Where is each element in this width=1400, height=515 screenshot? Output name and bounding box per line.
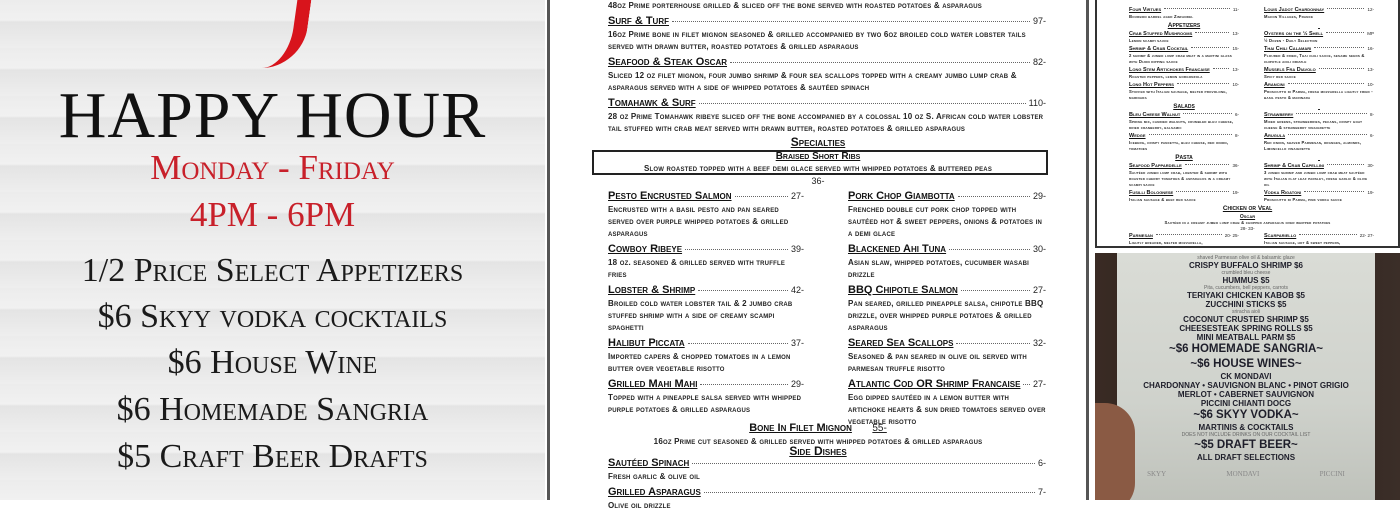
item-name: Parmesan bbox=[1129, 233, 1153, 239]
item-name: Atlantic Cod OR Shrimp Francaise bbox=[848, 378, 1021, 390]
menu-item bbox=[848, 337, 1046, 375]
card-line: COCONUT CRUSTED SHRIMP $5 bbox=[1183, 315, 1309, 324]
menu-item bbox=[608, 337, 804, 375]
card-line: MINI MEATBALL PARM $5 bbox=[1196, 333, 1296, 342]
menu-item bbox=[608, 457, 1046, 483]
item-price: 15- bbox=[1232, 46, 1239, 51]
item-title-row bbox=[608, 15, 1046, 29]
dotted-leader bbox=[1299, 234, 1356, 235]
card-line: sriracha aioli bbox=[1231, 309, 1261, 315]
item-name: Cowboy Ribeye bbox=[608, 243, 683, 255]
item-price: 36- bbox=[1232, 163, 1239, 168]
bone-in-price: 55- bbox=[872, 423, 887, 434]
section-heading bbox=[1264, 154, 1374, 161]
item-title-row bbox=[1264, 190, 1374, 197]
dotted-leader bbox=[1213, 68, 1230, 69]
item-title-row bbox=[1129, 67, 1239, 74]
item-title-row bbox=[1129, 163, 1239, 170]
hand bbox=[1095, 403, 1135, 500]
piccini-logo: PICCINI bbox=[1319, 470, 1345, 478]
item-title-row bbox=[1264, 82, 1374, 89]
card-line: ~$5 DRAFT BEER~ bbox=[1194, 439, 1298, 451]
dotted-leader bbox=[1149, 134, 1232, 135]
item-title-row bbox=[608, 284, 804, 298]
item-desc: Bourbon barrel aged Zinfandel bbox=[1129, 14, 1194, 19]
dotted-leader bbox=[961, 290, 1030, 291]
menu-item bbox=[848, 243, 1046, 281]
dotted-leader bbox=[735, 196, 788, 197]
lunch-bottom-left bbox=[1129, 233, 1239, 248]
item-name: Fusilli Bolognese bbox=[1129, 190, 1174, 196]
card-line: ALL DRAFT SELECTIONS bbox=[1196, 453, 1296, 462]
dotted-leader bbox=[704, 492, 1035, 493]
card-line: CHARDONNAY • SAUVIGNON BLANC • PINOT GRIGIO bbox=[1143, 381, 1349, 390]
item-desc: Prosciutto di Parma, pink vodka sauce bbox=[1264, 197, 1343, 202]
item-title-row bbox=[1129, 190, 1239, 197]
item-desc: Lightly breaded, melted mozzarella, bbox=[1129, 240, 1203, 245]
item-title-row bbox=[608, 190, 804, 204]
item-price: 27- bbox=[1032, 285, 1046, 295]
menu-item bbox=[608, 97, 1046, 135]
featured-desc: Slow roasted topped with a beef demi glace served with whipped potatoes & buttered peas bbox=[643, 164, 993, 173]
menu-item bbox=[1264, 31, 1374, 44]
item-price: 8- bbox=[1369, 112, 1374, 117]
item-name: Oysters on the ½ Shell bbox=[1264, 31, 1324, 37]
item-desc: Topped with a pineapple salsa served with whipped purple potatoes & grilled asparagus bbox=[608, 393, 802, 414]
item-title-row bbox=[608, 97, 1046, 111]
item-desc: Stuffed with Italian sausage, melted provolone, marinara bbox=[1129, 89, 1227, 100]
item-desc: Encrusted with a basil pesto and pan seared served over purple whipped potatoes & grilled asparagus bbox=[608, 205, 789, 238]
dotted-leader bbox=[1164, 8, 1230, 9]
dotted-leader bbox=[1195, 32, 1229, 33]
item-desc: Asian slaw, whipped potatoes, cucumber wasabi drizzle bbox=[848, 258, 1030, 279]
item-name: Long Hot Peppers bbox=[1129, 82, 1174, 88]
bone-in-desc: 16oz Prime cut seasoned & grilled served with whipped potatoes & grilled asparagus bbox=[653, 437, 983, 446]
item-title-row bbox=[1129, 133, 1239, 140]
item-name: Pesto Encrusted Salmon bbox=[608, 190, 732, 202]
menu-item bbox=[1264, 46, 1374, 65]
item-title-row bbox=[1129, 112, 1239, 119]
card-line: TERIYAKI CHICKEN KABOB $5 bbox=[1187, 291, 1305, 300]
item-price: 12- bbox=[1367, 7, 1374, 12]
card-line: PICCINI CHIANTI DOCG bbox=[1200, 399, 1292, 408]
item-price: 29- bbox=[1032, 191, 1046, 201]
oscar-name: Oscar bbox=[1239, 214, 1256, 220]
item-title-row bbox=[1264, 7, 1374, 14]
deal-item: 1/2 Price Select Appetizers bbox=[81, 252, 464, 289]
menu-item bbox=[1129, 67, 1239, 80]
item-price: 32- bbox=[1032, 338, 1046, 348]
item-price: 8- bbox=[1234, 133, 1239, 138]
dotted-leader bbox=[699, 103, 1026, 104]
card-lines bbox=[1117, 253, 1375, 462]
item-title-row bbox=[1129, 31, 1239, 38]
item-desc: Imported capers & chopped tomatoes in a lemon butter over vegetable risotto bbox=[608, 352, 791, 373]
side-dishes-heading: Side Dishes bbox=[789, 444, 847, 458]
item-name: Lobster & Shrimp bbox=[608, 284, 696, 296]
item-title-row bbox=[1264, 133, 1374, 140]
menu-item bbox=[1129, 46, 1239, 65]
card-logos bbox=[1117, 470, 1375, 478]
menu-item bbox=[1264, 7, 1374, 20]
specialties-left bbox=[608, 190, 804, 419]
item-name: Strawberry bbox=[1264, 112, 1294, 118]
item-title-row bbox=[1264, 31, 1374, 38]
dotted-leader bbox=[692, 463, 1035, 464]
item-price: 10- bbox=[1232, 82, 1239, 87]
item-price: 29- bbox=[790, 379, 804, 389]
menu-item bbox=[608, 243, 804, 281]
item-title-row bbox=[1264, 112, 1374, 119]
item-name: Seafood & Steak Oscar bbox=[608, 56, 728, 68]
section-heading bbox=[1264, 22, 1374, 29]
item-title-row bbox=[1264, 46, 1374, 53]
poster-title: HAPPY HOUR bbox=[58, 79, 487, 152]
specialties-heading: Specialties bbox=[790, 135, 846, 149]
item-name: Grilled Asparagus bbox=[608, 486, 701, 498]
item-desc: Sautéed jumbo lump crab, lobster & shrimp with roasted cherry tomatoes & asparagus in a creamy scampi sauce bbox=[1129, 170, 1231, 187]
item-price: 37- bbox=[790, 338, 804, 348]
dotted-leader bbox=[958, 196, 1030, 197]
item-title-row bbox=[1129, 82, 1239, 89]
dotted-leader bbox=[1319, 68, 1365, 69]
item-price: 19- bbox=[1367, 190, 1374, 195]
menu-item bbox=[608, 56, 1046, 94]
dotted-leader bbox=[685, 249, 788, 250]
item-title-row bbox=[608, 486, 1046, 500]
item-name: Blackened Ahi Tuna bbox=[848, 243, 947, 255]
dotted-leader bbox=[1288, 83, 1365, 84]
menu-item bbox=[608, 15, 1046, 53]
item-desc: 2 shrimp & jumbo lump crab meat in a martini glass with Dijon dipping sauce bbox=[1129, 53, 1232, 64]
menu-item bbox=[1264, 133, 1374, 152]
item-name: Four Virtues bbox=[1129, 7, 1162, 13]
deal-item: $5 Craft Beer Drafts bbox=[117, 438, 428, 475]
card-line: MARTINIS & COCKTAILS bbox=[1198, 423, 1294, 432]
item-name: Seared Sea Scallops bbox=[848, 337, 954, 349]
skyy-logo: SKYY bbox=[1147, 470, 1167, 478]
item-desc: Frenched double cut pork chop topped with sautéed hot & sweet peppers, onions & potatoes in a demi glace bbox=[848, 205, 1043, 238]
dinner-menu-page bbox=[547, 0, 1089, 510]
card-line: HUMMUS $5 bbox=[1222, 276, 1270, 285]
item-name: Thai Chili Calamari bbox=[1264, 46, 1312, 52]
item-desc: Italian sausage, hot & sweet peppers, bbox=[1264, 240, 1341, 245]
item-name: Seafood Pappardelle bbox=[1129, 163, 1182, 169]
menu-item bbox=[848, 284, 1046, 334]
section-heading: Pasta bbox=[1175, 154, 1193, 161]
item-desc: Roasted peppers, lemon gorgonzola bbox=[1129, 74, 1203, 79]
dotted-leader bbox=[1314, 47, 1364, 48]
dotted-leader bbox=[700, 384, 788, 385]
item-title-row bbox=[608, 378, 804, 392]
item-name: Halibut Piccata bbox=[608, 337, 685, 349]
section-heading bbox=[1264, 103, 1374, 110]
item-name: Sautéed Spinach bbox=[608, 457, 690, 469]
item-name: BBQ Chipotle Salmon bbox=[848, 284, 958, 296]
card-line: CRISPY BUFFALO SHRIMP $6 bbox=[1189, 261, 1303, 270]
dotted-leader bbox=[1183, 113, 1232, 114]
item-price: 27- bbox=[1032, 379, 1046, 389]
item-title-row bbox=[848, 243, 1046, 257]
item-desc: Broiled cold water lobster tail & 2 jumbo crab stuffed shrimp with a side of creamy scampi spaghetti bbox=[608, 299, 793, 332]
menu-item bbox=[848, 190, 1046, 240]
poster-days: Monday - Friday bbox=[150, 148, 395, 187]
card-line: ~$6 SKYY VODKA~ bbox=[1193, 409, 1299, 421]
item-price: 97- bbox=[1032, 16, 1046, 26]
menu-item bbox=[608, 284, 804, 334]
item-name: Bleu Cheese Walnut bbox=[1129, 112, 1181, 118]
item-price: 6- bbox=[1234, 112, 1239, 117]
dotted-leader bbox=[1327, 8, 1364, 9]
menu-item bbox=[1264, 190, 1374, 203]
item-title-row bbox=[1129, 46, 1239, 53]
item-desc: Spring mix, candied walnuts, crumbled bleu cheese, dried cranberry, balsamic bbox=[1129, 119, 1234, 130]
card-line: CHEESESTEAK SPRING ROLLS $5 bbox=[1179, 324, 1313, 333]
dotted-leader bbox=[672, 21, 1030, 22]
card-line: ZUCCHINI STICKS $5 bbox=[1205, 300, 1287, 309]
item-price: 13- bbox=[1232, 67, 1239, 72]
poster-time: 4PM - 6PM bbox=[189, 195, 356, 234]
item-price: 6- bbox=[1037, 458, 1046, 468]
item-name: Pork Chop Giambotta bbox=[848, 190, 955, 202]
menu-item bbox=[608, 190, 804, 240]
item-price: 27- bbox=[790, 191, 804, 201]
item-desc: Fresh garlic & olive oil bbox=[608, 472, 701, 481]
dotted-leader bbox=[1177, 83, 1230, 84]
dotted-leader bbox=[1185, 164, 1230, 165]
dotted-leader bbox=[1156, 234, 1222, 235]
dotted-leader bbox=[949, 249, 1030, 250]
menu-item bbox=[1129, 190, 1239, 203]
card-line: ~$6 HOUSE WINES~ bbox=[1190, 358, 1302, 370]
item-title-row bbox=[608, 56, 1046, 70]
item-title-row bbox=[608, 337, 804, 351]
table-card-photo bbox=[1095, 253, 1400, 500]
menu-item bbox=[608, 378, 804, 416]
item-name: Surf & Turf bbox=[608, 15, 669, 27]
item-desc: ½ Dozen - Daily Selection bbox=[1264, 38, 1318, 43]
item-price: 39- bbox=[790, 244, 804, 254]
item-price: 10- bbox=[1367, 82, 1374, 87]
item-desc: Lemon scampi sauce bbox=[1129, 38, 1169, 43]
item-title-row bbox=[1264, 233, 1374, 240]
item-desc: Floured & fried, Thai chili sauce, sesame seeds & chipotle aioli drizzle bbox=[1264, 53, 1365, 64]
item-desc: Italian sausage & beef red sauce bbox=[1129, 197, 1196, 202]
menu-item bbox=[1264, 112, 1374, 131]
menu-item bbox=[1129, 163, 1239, 188]
dotted-leader bbox=[1288, 134, 1367, 135]
item-desc: Red onion, shaved Parmesan, oranges, almonds, Limoncello vinaigrette bbox=[1264, 140, 1362, 151]
item-name: Long Stem Artichokes Francaise bbox=[1129, 67, 1210, 73]
menu-item bbox=[1129, 82, 1239, 101]
item-price: 82- bbox=[1032, 57, 1046, 67]
bone-in-name: Bone In Filet Mignon bbox=[749, 422, 852, 434]
item-name: Mussels Fra Diavolo bbox=[1264, 67, 1316, 73]
lunch-right-col bbox=[1264, 7, 1374, 205]
menu-item bbox=[1129, 7, 1239, 20]
item-desc: 28 oz Prime Tomahawk ribeye sliced off the bone accompanied by a colossal 10 oz S. African cold water lobster tail stuffed with crab meat served with drawn butter, roasted potatoes & grilled asparagus bbox=[608, 112, 1044, 133]
section-heading: Salads bbox=[1173, 103, 1195, 110]
item-price: 42- bbox=[790, 285, 804, 295]
dotted-leader bbox=[1176, 191, 1229, 192]
item-price: 19- bbox=[1232, 190, 1239, 195]
section-heading: Appetizers bbox=[1167, 22, 1201, 29]
item-name: Shrimp & Crab Cocktail bbox=[1129, 46, 1189, 52]
dotted-leader bbox=[1023, 384, 1030, 385]
entree-list bbox=[608, 0, 1046, 138]
menu-item bbox=[1264, 67, 1374, 80]
item-name: Grilled Mahi Mahi bbox=[608, 378, 698, 390]
item-price: 13- bbox=[1232, 31, 1239, 36]
item-title-row bbox=[1129, 7, 1239, 14]
dotted-leader bbox=[956, 343, 1030, 344]
item-desc: 16oz Prime bone in filet mignon seasoned & grilled accompanied by two 6oz broiled cold water lobster tails served with drawn butter, roasted potatoes & grilled asparagus bbox=[608, 30, 1026, 51]
dotted-leader bbox=[1296, 113, 1367, 114]
item-name: Shrimp & Crab Capellini bbox=[1264, 163, 1324, 169]
logo-swoosh-icon bbox=[262, 0, 314, 68]
item-desc: Iceberg, crispy pancetta, bleu cheese, red onion, tomatoes bbox=[1129, 140, 1229, 151]
item-price: MP bbox=[1367, 31, 1374, 36]
card-line: crumbled bleu cheese bbox=[1221, 270, 1271, 276]
item-name: Louis Jadot Chardonnay bbox=[1264, 7, 1325, 13]
menu-item bbox=[1129, 112, 1239, 131]
specialties-right bbox=[848, 190, 1046, 431]
item-desc: Olive oil drizzle bbox=[608, 501, 671, 510]
menu-item bbox=[608, 0, 1046, 12]
happy-hour-table-card bbox=[1117, 253, 1375, 500]
dotted-leader bbox=[698, 290, 788, 291]
item-title-row bbox=[848, 378, 1046, 392]
item-name: Vodka Rigatoni bbox=[1264, 190, 1302, 196]
card-line: MERLOT • CABERNET SAUVIGNON bbox=[1177, 390, 1315, 399]
mondavi-logo: MONDAVI bbox=[1226, 470, 1260, 478]
side-dishes-list bbox=[608, 457, 1046, 515]
item-price: 6- bbox=[1369, 133, 1374, 138]
item-desc: Mixed greens, strawberries, pecans, crispy goat cheese & strawberry vinaigrette bbox=[1264, 119, 1363, 130]
dotted-leader bbox=[1326, 32, 1364, 33]
item-desc: Pan seared, grilled pineapple salsa, chipotle BBQ drizzle, over whipped purple potatoes & grilled asparagus bbox=[848, 299, 1044, 332]
menu-item bbox=[1264, 82, 1374, 101]
item-price: 7- bbox=[1037, 487, 1046, 497]
menu-item bbox=[1264, 163, 1374, 188]
card-line: CK MONDAVI bbox=[1220, 372, 1272, 381]
oscar-desc: Sautéed in a creamy jumbo lump crab & chopped asparagus over whipped potatoes bbox=[1164, 220, 1331, 225]
item-price: 30- bbox=[1032, 244, 1046, 254]
item-desc: Prosciutto di Parma, fresh mozzarella lightly fried - basil pesto & marinara bbox=[1264, 89, 1373, 100]
item-title-row bbox=[1264, 67, 1374, 74]
item-name: Crab Stuffed Mushrooms bbox=[1129, 31, 1193, 37]
item-price: 16- bbox=[1367, 46, 1374, 51]
item-title-row bbox=[848, 337, 1046, 351]
item-title-row bbox=[608, 243, 804, 257]
chicken-veal-section bbox=[1097, 203, 1398, 231]
item-name: Tomahawk & Surf bbox=[608, 97, 696, 109]
item-desc: Macon Villages, France bbox=[1264, 14, 1314, 19]
menu-item bbox=[1129, 233, 1239, 246]
happy-hour-poster bbox=[0, 0, 545, 500]
item-price: 20- 25- bbox=[1224, 233, 1239, 238]
item-title-row bbox=[848, 284, 1046, 298]
item-title-row bbox=[848, 190, 1046, 204]
dotted-leader bbox=[688, 343, 788, 344]
item-name: Wedge bbox=[1129, 133, 1146, 139]
dotted-leader bbox=[1304, 191, 1364, 192]
item-name: Arugula bbox=[1264, 133, 1286, 139]
item-price: 11- bbox=[1232, 7, 1239, 12]
menu-item bbox=[1129, 133, 1239, 152]
lunch-bottom-right bbox=[1264, 233, 1374, 248]
item-name: Arancini bbox=[1264, 82, 1285, 88]
card-line: shaved Parmesan olive oil & balsamic glaze bbox=[1197, 255, 1295, 261]
item-price: 110- bbox=[1028, 98, 1046, 108]
item-price: 22- 27- bbox=[1359, 233, 1374, 238]
item-desc: Seasoned & pan seared in olive oil served with parmesan truffle risotto bbox=[848, 352, 1027, 373]
lunch-left-col bbox=[1129, 7, 1239, 205]
menu-item bbox=[608, 486, 1046, 512]
lunch-menu-page bbox=[1095, 0, 1400, 248]
deal-item: $6 House Wine bbox=[167, 344, 378, 381]
item-desc: Egg dipped sautéed in a lemon butter with artichoke hearts & sun dried tomatoes served over vegetable risotto bbox=[848, 393, 1046, 426]
item-price: 13- bbox=[1367, 67, 1374, 72]
deal-item: $6 Skyy vodka cocktails bbox=[97, 298, 448, 335]
chicken-veal-heading: Chicken or Veal bbox=[1222, 205, 1273, 212]
item-desc: 3 jumbo shrimp and jumbo lump crab meat sautéed with Italian flat leaf parsley, fresh garlic & olive oil bbox=[1264, 170, 1368, 187]
card-line: ~$6 HOMEMADE SANGRIA~ bbox=[1168, 343, 1323, 355]
item-price: 30- bbox=[1367, 163, 1374, 168]
oscar-price: 28- 33- bbox=[1240, 226, 1255, 231]
item-title-row bbox=[1264, 163, 1374, 170]
menu-item bbox=[1264, 233, 1374, 246]
card-line: Pita, cucumbers, bell peppers, carrots bbox=[1204, 285, 1288, 291]
item-desc: 48oz Prime porterhouse grilled & sliced off the bone served with roasted potatoes & asparagus bbox=[608, 1, 982, 10]
dotted-leader bbox=[730, 62, 1030, 63]
deal-item: $6 Homemade Sangria bbox=[116, 391, 429, 428]
featured-price: 36- bbox=[811, 176, 825, 186]
card-line: DOES NOT INCLUDE DRINKS ON OUR COCKTAIL LIST bbox=[1181, 432, 1311, 438]
item-name: Scarpariello bbox=[1264, 233, 1297, 239]
item-desc: 18 oz. seasoned & grilled served with truffle fries bbox=[608, 258, 786, 279]
item-desc: Sliced 12 oz filet mignon, four jumbo shrimp & four sea scallops topped with a creamy jumbo lump crab & asparagus served with a side of whipped potatoes & sautéed spinach bbox=[608, 71, 1017, 92]
dotted-leader bbox=[1191, 47, 1229, 48]
item-title-row bbox=[608, 457, 1046, 471]
menu-item bbox=[1129, 31, 1239, 44]
dotted-leader bbox=[1327, 164, 1365, 165]
featured-name: Braised Short Ribs bbox=[775, 151, 861, 162]
item-title-row bbox=[1129, 233, 1239, 240]
item-desc: Spicy red sauce bbox=[1264, 74, 1296, 79]
